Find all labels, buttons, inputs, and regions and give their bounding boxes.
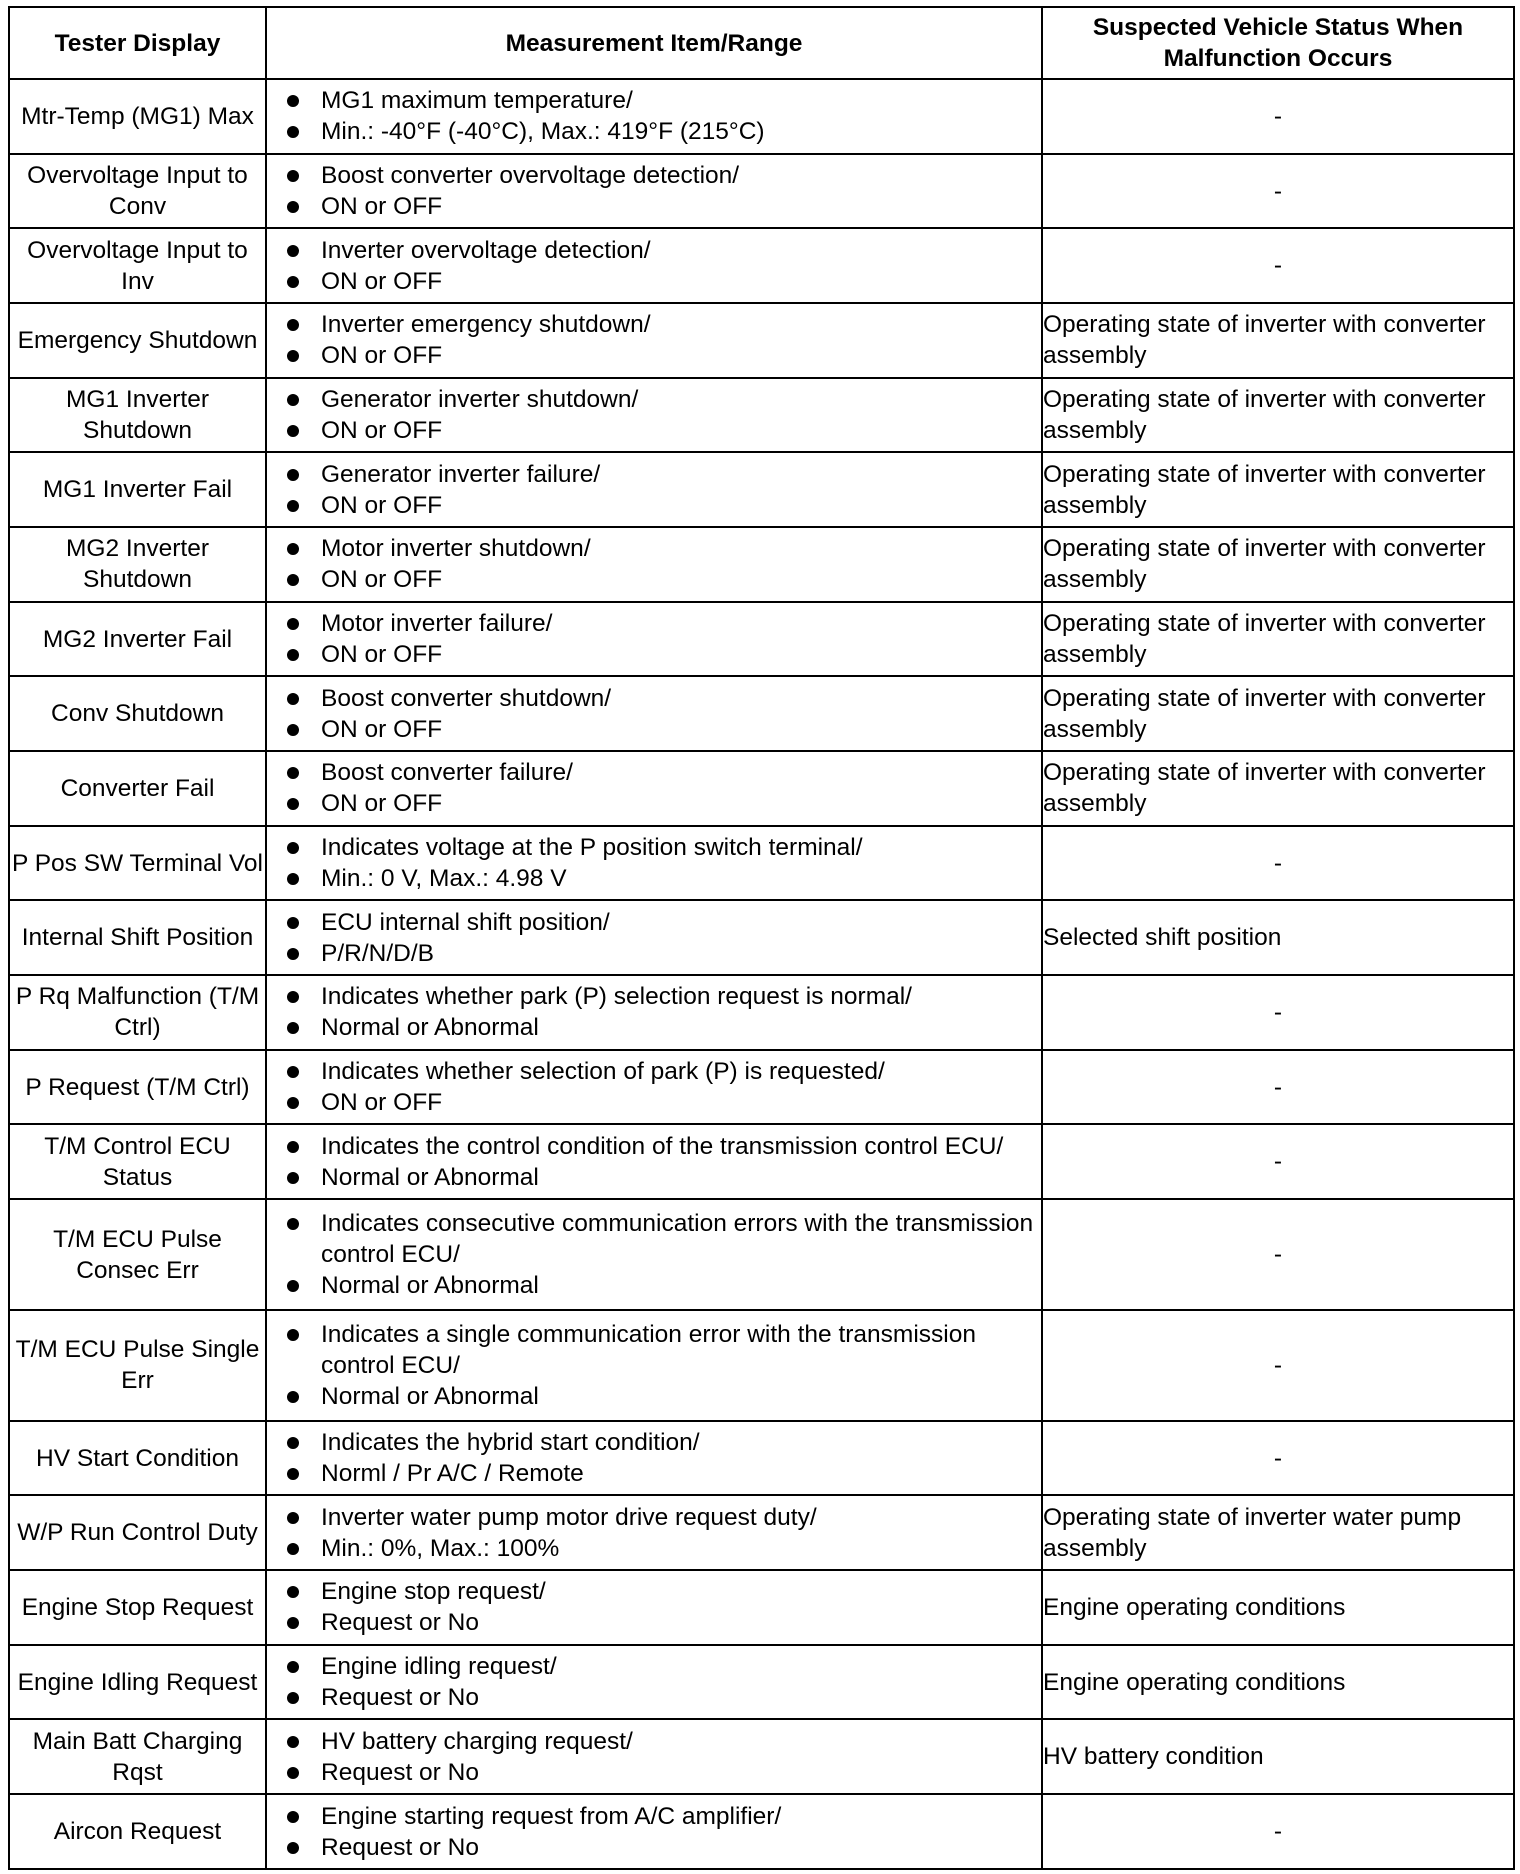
measurement-bullet-list bbox=[267, 1131, 1041, 1193]
measurement-text: Norml / Pr A/C / Remote bbox=[321, 1460, 584, 1488]
measurement-bullet-list bbox=[267, 85, 1041, 147]
measurement-bullet-item bbox=[267, 116, 1041, 147]
measurement-text: Inverter water pump motor drive request duty/ bbox=[321, 1503, 817, 1531]
bullet-dot-icon bbox=[287, 1280, 299, 1292]
suspected-status-cell: Operating state of inverter with converter assembly bbox=[1042, 303, 1514, 378]
measurement-bullet-item bbox=[267, 863, 1041, 894]
measurement-text: Engine starting request from A/C amplifier/ bbox=[321, 1802, 782, 1830]
tester-display-cell: Mtr-Temp (MG1) Max bbox=[9, 79, 266, 154]
bullet-dot-icon bbox=[287, 649, 299, 661]
measurement-text: ON or OFF bbox=[321, 1089, 443, 1117]
measurement-cell bbox=[266, 1310, 1042, 1421]
measurement-text: Generator inverter shutdown/ bbox=[321, 386, 639, 414]
suspected-status-cell: Operating state of inverter with converter assembly bbox=[1042, 751, 1514, 826]
suspected-status-cell: Operating state of inverter with converter assembly bbox=[1042, 378, 1514, 453]
bullet-dot-icon bbox=[287, 873, 299, 885]
table-row bbox=[9, 826, 1514, 901]
tester-display-cell: MG2 Inverter Fail bbox=[9, 602, 266, 677]
measurement-cell bbox=[266, 1199, 1042, 1310]
measurement-bullet-item bbox=[267, 1131, 1041, 1162]
measurement-bullet-item bbox=[267, 832, 1041, 863]
measurement-cell bbox=[266, 452, 1042, 527]
bullet-dot-icon bbox=[287, 276, 299, 288]
measurement-bullet-item bbox=[267, 639, 1041, 670]
suspected-status-cell: Engine operating conditions bbox=[1042, 1645, 1514, 1720]
measurement-bullet-list bbox=[267, 235, 1041, 297]
measurement-bullet-item bbox=[267, 608, 1041, 639]
measurement-bullet-item bbox=[267, 907, 1041, 938]
tester-display-cell: HV Start Condition bbox=[9, 1421, 266, 1496]
measurement-text: Engine stop request/ bbox=[321, 1578, 546, 1606]
bullet-dot-icon bbox=[287, 948, 299, 960]
measurement-bullet-list bbox=[267, 832, 1041, 894]
measurement-bullet-item bbox=[267, 160, 1041, 191]
header-tester-display: Tester Display bbox=[9, 7, 266, 79]
bullet-dot-icon bbox=[287, 798, 299, 810]
measurement-bullet-item bbox=[267, 266, 1041, 297]
measurement-text: ON or OFF bbox=[321, 417, 443, 445]
measurement-bullet-item bbox=[267, 191, 1041, 222]
table-row bbox=[9, 1310, 1514, 1421]
measurement-text: ON or OFF bbox=[321, 790, 443, 818]
measurement-bullet-list bbox=[267, 160, 1041, 222]
measurement-bullet-list bbox=[267, 1651, 1041, 1713]
bullet-dot-icon bbox=[287, 126, 299, 138]
suspected-status-cell: - bbox=[1042, 1421, 1514, 1496]
bullet-dot-icon bbox=[287, 1543, 299, 1555]
bullet-dot-icon bbox=[287, 1066, 299, 1078]
measurement-bullet-list bbox=[267, 1056, 1041, 1118]
measurement-text: Request or No bbox=[321, 1833, 479, 1861]
measurement-text: Indicates a single communication error with the transmission control ECU/ bbox=[321, 1320, 976, 1379]
measurement-cell bbox=[266, 1421, 1042, 1496]
bullet-dot-icon bbox=[287, 767, 299, 779]
bullet-dot-icon bbox=[287, 724, 299, 736]
measurement-text: Min.: -40°F (-40°C), Max.: 419°F (215°C) bbox=[321, 118, 765, 146]
measurement-cell bbox=[266, 900, 1042, 975]
table-row bbox=[9, 228, 1514, 303]
measurement-text: Engine idling request/ bbox=[321, 1653, 557, 1681]
measurement-cell bbox=[266, 1719, 1042, 1794]
measurement-bullet-list bbox=[267, 459, 1041, 521]
measurement-text: Normal or Abnormal bbox=[321, 1014, 539, 1042]
suspected-status-cell: Selected shift position bbox=[1042, 900, 1514, 975]
table-row bbox=[9, 602, 1514, 677]
measurement-text: Inverter emergency shutdown/ bbox=[321, 311, 651, 339]
measurement-bullet-item bbox=[267, 1801, 1041, 1832]
measurement-text: Normal or Abnormal bbox=[321, 1163, 539, 1191]
measurement-bullet-item bbox=[267, 938, 1041, 969]
measurement-bullet-list bbox=[267, 309, 1041, 371]
measurement-bullet-item bbox=[267, 1319, 1041, 1381]
bullet-dot-icon bbox=[287, 543, 299, 555]
tester-display-cell: Emergency Shutdown bbox=[9, 303, 266, 378]
measurement-text: Indicates the hybrid start condition/ bbox=[321, 1429, 700, 1457]
suspected-status-cell: Operating state of inverter with converter assembly bbox=[1042, 602, 1514, 677]
measurement-bullet-item bbox=[267, 1056, 1041, 1087]
measurement-text: ON or OFF bbox=[321, 641, 443, 669]
measurement-bullet-list bbox=[267, 1576, 1041, 1638]
measurement-cell bbox=[266, 676, 1042, 751]
header-row bbox=[9, 7, 1514, 79]
measurement-cell bbox=[266, 1794, 1042, 1869]
bullet-dot-icon bbox=[287, 1468, 299, 1480]
measurement-text: Request or No bbox=[321, 1609, 479, 1637]
measurement-text: Indicates whether selection of park (P) is requested/ bbox=[321, 1058, 885, 1086]
suspected-status-cell: - bbox=[1042, 228, 1514, 303]
bullet-dot-icon bbox=[287, 469, 299, 481]
measurement-text: ECU internal shift position/ bbox=[321, 908, 610, 936]
measurement-bullet-item bbox=[267, 533, 1041, 564]
measurement-bullet-item bbox=[267, 459, 1041, 490]
measurement-text: Motor inverter shutdown/ bbox=[321, 535, 591, 563]
measurement-bullet-item bbox=[267, 683, 1041, 714]
bullet-dot-icon bbox=[287, 1767, 299, 1779]
measurement-text: Request or No bbox=[321, 1684, 479, 1712]
tester-display-cell: T/M Control ECU Status bbox=[9, 1124, 266, 1199]
measurement-text: ON or OFF bbox=[321, 342, 443, 370]
measurement-bullet-list bbox=[267, 1502, 1041, 1564]
measurement-bullet-list bbox=[267, 981, 1041, 1043]
bullet-dot-icon bbox=[287, 425, 299, 437]
suspected-status-cell: Operating state of inverter with converter assembly bbox=[1042, 676, 1514, 751]
measurement-bullet-item bbox=[267, 1208, 1041, 1270]
measurement-text: HV battery charging request/ bbox=[321, 1727, 633, 1755]
measurement-bullet-item bbox=[267, 235, 1041, 266]
bullet-dot-icon bbox=[287, 394, 299, 406]
bullet-dot-icon bbox=[287, 1811, 299, 1823]
tester-display-cell: Main Batt Charging Rqst bbox=[9, 1719, 266, 1794]
measurement-bullet-item bbox=[267, 490, 1041, 521]
measurement-bullet-item bbox=[267, 1270, 1041, 1301]
bullet-dot-icon bbox=[287, 991, 299, 1003]
measurement-cell bbox=[266, 154, 1042, 229]
measurement-bullet-list bbox=[267, 683, 1041, 745]
bullet-dot-icon bbox=[287, 1097, 299, 1109]
measurement-bullet-item bbox=[267, 340, 1041, 371]
measurement-bullet-item bbox=[267, 1576, 1041, 1607]
bullet-dot-icon bbox=[287, 1842, 299, 1854]
measurement-text: Indicates the control condition of the transmission control ECU/ bbox=[321, 1132, 1004, 1160]
measurement-bullet-list bbox=[267, 1208, 1041, 1301]
tester-display-cell: T/M ECU Pulse Single Err bbox=[9, 1310, 266, 1421]
bullet-dot-icon bbox=[287, 500, 299, 512]
suspected-status-cell: HV battery condition bbox=[1042, 1719, 1514, 1794]
measurement-bullet-item bbox=[267, 1832, 1041, 1863]
suspected-status-cell: - bbox=[1042, 1124, 1514, 1199]
table-row bbox=[9, 1794, 1514, 1869]
measurement-bullet-list bbox=[267, 533, 1041, 595]
measurement-cell bbox=[266, 751, 1042, 826]
table-row bbox=[9, 1124, 1514, 1199]
table-row bbox=[9, 79, 1514, 154]
bullet-dot-icon bbox=[287, 95, 299, 107]
measurement-cell bbox=[266, 602, 1042, 677]
header-suspected-vehicle-status: Suspected Vehicle Status When Malfunction Occurs bbox=[1042, 7, 1514, 79]
measurement-cell bbox=[266, 527, 1042, 602]
measurement-bullet-item bbox=[267, 1162, 1041, 1193]
measurement-bullet-item bbox=[267, 1502, 1041, 1533]
measurement-bullet-item bbox=[267, 788, 1041, 819]
tester-display-cell: Overvoltage Input to Conv bbox=[9, 154, 266, 229]
measurement-text: Indicates consecutive communication errors with the transmission control ECU/ bbox=[321, 1210, 1034, 1268]
measurement-text: P/R/N/D/B bbox=[321, 939, 434, 967]
measurement-text: MG1 maximum temperature/ bbox=[321, 87, 633, 115]
bullet-dot-icon bbox=[287, 201, 299, 213]
suspected-status-cell: - bbox=[1042, 1050, 1514, 1125]
measurement-text: ON or OFF bbox=[321, 193, 443, 220]
measurement-cell bbox=[266, 1050, 1042, 1125]
table-row bbox=[9, 378, 1514, 453]
bullet-dot-icon bbox=[287, 1329, 299, 1341]
tester-display-cell: Engine Idling Request bbox=[9, 1645, 266, 1720]
measurement-text: Normal or Abnormal bbox=[321, 1272, 539, 1299]
table-row bbox=[9, 303, 1514, 378]
measurement-text: Generator inverter failure/ bbox=[321, 460, 601, 488]
measurement-cell bbox=[266, 1495, 1042, 1570]
suspected-status-cell: - bbox=[1042, 154, 1514, 229]
suspected-status-cell: - bbox=[1042, 1310, 1514, 1421]
tester-display-cell: Converter Fail bbox=[9, 751, 266, 826]
table-row bbox=[9, 1421, 1514, 1496]
measurement-text: Motor inverter failure/ bbox=[321, 610, 553, 638]
measurement-bullet-item bbox=[267, 564, 1041, 595]
tester-display-cell: Aircon Request bbox=[9, 1794, 266, 1869]
measurement-bullet-item bbox=[267, 714, 1041, 745]
tester-display-cell: Internal Shift Position bbox=[9, 900, 266, 975]
bullet-dot-icon bbox=[287, 1391, 299, 1403]
suspected-status-cell: - bbox=[1042, 79, 1514, 154]
measurement-text: Min.: 0 V, Max.: 4.98 V bbox=[321, 865, 567, 893]
measurement-bullet-item bbox=[267, 1726, 1041, 1757]
suspected-status-cell: - bbox=[1042, 1794, 1514, 1869]
table-row bbox=[9, 154, 1514, 229]
measurement-text: ON or OFF bbox=[321, 267, 443, 295]
measurement-cell bbox=[266, 826, 1042, 901]
measurement-bullet-item bbox=[267, 1458, 1041, 1489]
tester-display-cell: P Pos SW Terminal Vol bbox=[9, 826, 266, 901]
measurement-bullet-item bbox=[267, 1533, 1041, 1564]
tester-display-cell: W/P Run Control Duty bbox=[9, 1495, 266, 1570]
measurement-bullet-list bbox=[267, 1726, 1041, 1788]
tester-display-cell: MG2 Inverter Shutdown bbox=[9, 527, 266, 602]
bullet-dot-icon bbox=[287, 842, 299, 854]
measurement-bullet-list bbox=[267, 757, 1041, 819]
bullet-dot-icon bbox=[287, 917, 299, 929]
measurement-bullet-list bbox=[267, 1801, 1041, 1863]
measurement-cell bbox=[266, 228, 1042, 303]
measurement-bullet-list bbox=[267, 1319, 1041, 1412]
measurement-text: ON or OFF bbox=[321, 715, 443, 743]
measurement-cell bbox=[266, 975, 1042, 1050]
measurement-cell bbox=[266, 303, 1042, 378]
suspected-status-cell: Engine operating conditions bbox=[1042, 1570, 1514, 1645]
measurement-cell bbox=[266, 1570, 1042, 1645]
tester-display-table bbox=[8, 6, 1515, 1870]
tester-display-cell: P Rq Malfunction (T/M Ctrl) bbox=[9, 975, 266, 1050]
bullet-dot-icon bbox=[287, 1736, 299, 1748]
suspected-status-cell: Operating state of inverter with converter assembly bbox=[1042, 527, 1514, 602]
table-body bbox=[9, 79, 1514, 1869]
measurement-cell bbox=[266, 1645, 1042, 1720]
suspected-status-cell: - bbox=[1042, 975, 1514, 1050]
measurement-bullet-item bbox=[267, 309, 1041, 340]
bullet-dot-icon bbox=[287, 1141, 299, 1153]
measurement-bullet-item bbox=[267, 1682, 1041, 1713]
measurement-bullet-item bbox=[267, 85, 1041, 116]
bullet-dot-icon bbox=[287, 245, 299, 257]
tester-display-cell: MG1 Inverter Fail bbox=[9, 452, 266, 527]
bullet-dot-icon bbox=[287, 319, 299, 331]
measurement-bullet-item bbox=[267, 1087, 1041, 1118]
bullet-dot-icon bbox=[287, 574, 299, 586]
tester-display-cell: Engine Stop Request bbox=[9, 1570, 266, 1645]
table-row bbox=[9, 1495, 1514, 1570]
measurement-text: Indicates voltage at the P position switch terminal/ bbox=[321, 834, 863, 862]
measurement-bullet-item bbox=[267, 1607, 1041, 1638]
suspected-status-cell: Operating state of inverter with converter assembly bbox=[1042, 452, 1514, 527]
bullet-dot-icon bbox=[287, 1692, 299, 1704]
measurement-cell bbox=[266, 378, 1042, 453]
tester-display-cell: T/M ECU Pulse Consec Err bbox=[9, 1199, 266, 1310]
measurement-text: Boost converter overvoltage detection/ bbox=[321, 162, 740, 189]
measurement-text: Normal or Abnormal bbox=[321, 1382, 539, 1410]
suspected-status-cell: - bbox=[1042, 826, 1514, 901]
measurement-text: ON or OFF bbox=[321, 491, 443, 519]
tester-display-cell: Overvoltage Input to Inv bbox=[9, 228, 266, 303]
table-row bbox=[9, 1199, 1514, 1310]
table-row bbox=[9, 452, 1514, 527]
measurement-bullet-item bbox=[267, 1012, 1041, 1043]
table-row bbox=[9, 751, 1514, 826]
measurement-text: Boost converter shutdown/ bbox=[321, 684, 612, 712]
header-measurement-item-range: Measurement Item/Range bbox=[266, 7, 1042, 79]
tester-display-cell: Conv Shutdown bbox=[9, 676, 266, 751]
table-row bbox=[9, 1050, 1514, 1125]
measurement-bullet-item bbox=[267, 384, 1041, 415]
measurement-bullet-item bbox=[267, 415, 1041, 446]
table-row bbox=[9, 1719, 1514, 1794]
measurement-bullet-item bbox=[267, 1381, 1041, 1412]
tester-display-cell: P Request (T/M Ctrl) bbox=[9, 1050, 266, 1125]
suspected-status-cell: Operating state of inverter water pump assembly bbox=[1042, 1495, 1514, 1570]
table-row bbox=[9, 1645, 1514, 1720]
measurement-bullet-item bbox=[267, 1427, 1041, 1458]
bullet-dot-icon bbox=[287, 618, 299, 630]
measurement-cell bbox=[266, 79, 1042, 154]
bullet-dot-icon bbox=[287, 350, 299, 362]
bullet-dot-icon bbox=[287, 1661, 299, 1673]
bullet-dot-icon bbox=[287, 1617, 299, 1629]
measurement-cell bbox=[266, 1124, 1042, 1199]
table-row bbox=[9, 1570, 1514, 1645]
measurement-text: Indicates whether park (P) selection request is normal/ bbox=[321, 983, 912, 1011]
bullet-dot-icon bbox=[287, 170, 299, 182]
bullet-dot-icon bbox=[287, 693, 299, 705]
measurement-bullet-list bbox=[267, 384, 1041, 446]
measurement-bullet-list bbox=[267, 608, 1041, 670]
bullet-dot-icon bbox=[287, 1586, 299, 1598]
bullet-dot-icon bbox=[287, 1218, 299, 1230]
measurement-bullet-list bbox=[267, 1427, 1041, 1489]
measurement-bullet-item bbox=[267, 757, 1041, 788]
measurement-bullet-item bbox=[267, 1757, 1041, 1788]
measurement-text: Inverter overvoltage detection/ bbox=[321, 236, 651, 264]
bullet-dot-icon bbox=[287, 1437, 299, 1449]
bullet-dot-icon bbox=[287, 1512, 299, 1524]
tester-display-cell: MG1 Inverter Shutdown bbox=[9, 378, 266, 453]
measurement-bullet-item bbox=[267, 1651, 1041, 1682]
bullet-dot-icon bbox=[287, 1172, 299, 1184]
measurement-text: Boost converter failure/ bbox=[321, 759, 573, 787]
suspected-status-cell: - bbox=[1042, 1199, 1514, 1310]
measurement-text: Min.: 0%, Max.: 100% bbox=[321, 1534, 560, 1562]
measurement-text: Request or No bbox=[321, 1758, 479, 1786]
table-row bbox=[9, 676, 1514, 751]
measurement-bullet-item bbox=[267, 981, 1041, 1012]
measurement-text: ON or OFF bbox=[321, 566, 443, 594]
table-row bbox=[9, 527, 1514, 602]
measurement-bullet-list bbox=[267, 907, 1041, 969]
table-row bbox=[9, 975, 1514, 1050]
table-row bbox=[9, 900, 1514, 975]
bullet-dot-icon bbox=[287, 1022, 299, 1034]
